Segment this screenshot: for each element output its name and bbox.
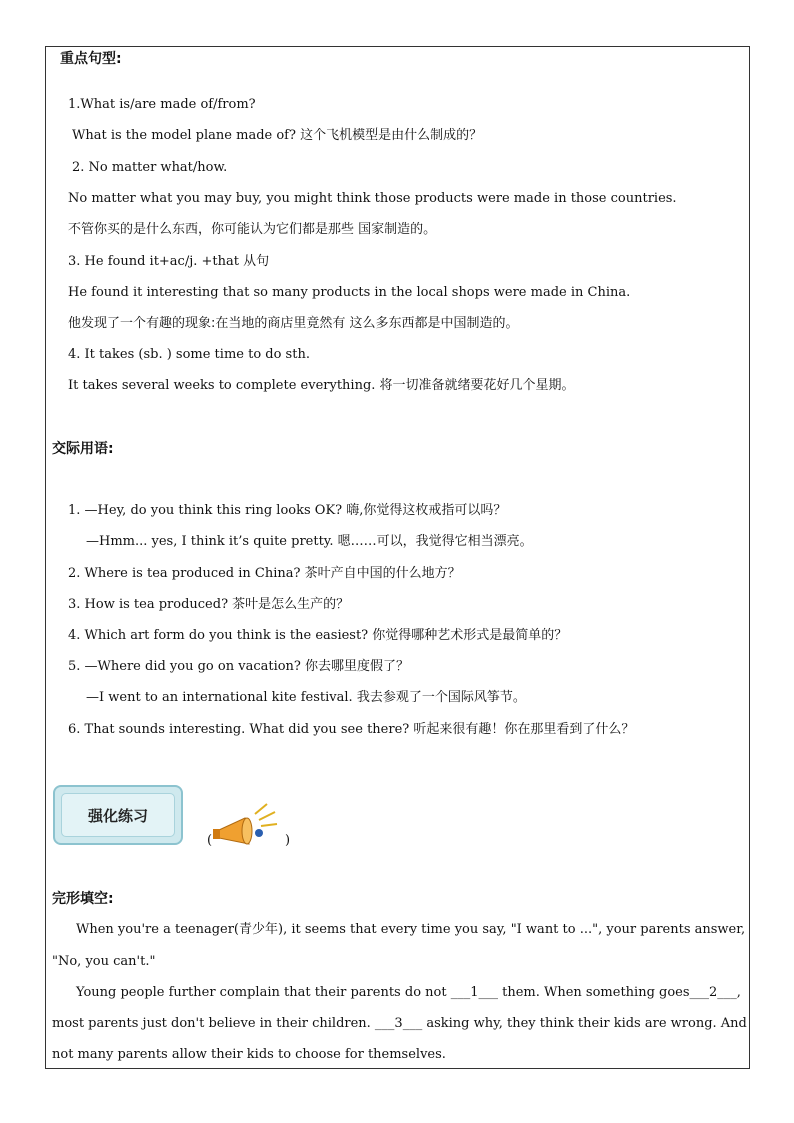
communication-line: 4. Which art form do you think is the easiest? 你觉得哪种艺术形式是最简单的？ bbox=[68, 628, 568, 643]
practice-badge bbox=[53, 785, 183, 845]
cloze-title: 完形填空: bbox=[52, 891, 114, 907]
key-sentence-line: It takes several weeks to complete everything. 将一切准备就绪要花好几个星期。 bbox=[68, 378, 575, 393]
key-sentence-line: 他发现了一个有趣的现象:在当地的商店里竟然有 这么多东西都是中国制造的。 bbox=[68, 316, 519, 331]
communication-line: 1. —Hey, do you think this ring looks OK? 嗨,你觉得这枚戒指可以吗？ bbox=[68, 503, 507, 518]
communication-line: 3. How is tea produced? 茶叶是怎么生产的？ bbox=[68, 597, 350, 612]
key-sentence-line: What is the model plane made of? 这个飞机模型是由什么制成的？ bbox=[72, 128, 483, 143]
cloze-line: Young people further complain that their parents do not ___1___ them. When something goes___2___, bbox=[76, 985, 741, 1000]
key-sentence-line: 4. It takes (sb. ) some time to do sth. bbox=[68, 347, 310, 362]
key-sentences-title: 重点句型: bbox=[60, 51, 122, 67]
communication-line: —I went to an international kite festival. 我去参观了一个国际风筝节。 bbox=[86, 690, 526, 705]
communication-line: 5. —Where did you go on vacation? 你去哪里度假了？ bbox=[68, 659, 410, 674]
key-sentence-line: 3. He found it+ac/j. +that 从句 bbox=[68, 254, 270, 269]
communication-line: —Hmm... yes, I think it’s quite pretty. 嗯……可以，我觉得它相当漂亮。 bbox=[86, 534, 533, 549]
communication-line: 6. That sounds interesting. What did you see there? 听起来很有趣！你在那里看到了什么？ bbox=[68, 722, 635, 737]
key-sentence-line: No matter what you may buy, you might think those products were made in those countries. bbox=[68, 191, 677, 206]
cloze-line: not many parents allow their kids to choose for themselves. bbox=[52, 1047, 446, 1062]
communication-line: 2. Where is tea produced in China? 茶叶产自中国的什么地方？ bbox=[68, 566, 461, 581]
practice-badge-label: 强化练习 bbox=[61, 793, 175, 837]
cloze-line: most parents just don't believe in their children. ___3___ asking why, they think their kids are wrong. And bbox=[52, 1016, 747, 1031]
key-sentence-line: 2. No matter what/how. bbox=[72, 160, 228, 175]
svg-text:): ) bbox=[285, 833, 291, 848]
communication-title: 交际用语: bbox=[52, 441, 114, 457]
svg-text:(: ( bbox=[207, 833, 213, 848]
speaker-megaphone-icon bbox=[205, 800, 295, 850]
key-sentence-line: 不管你买的是什么东西，你可能认为它们都是那些 国家制造的。 bbox=[68, 222, 437, 237]
cloze-line: When you're a teenager(青少年), it seems that every time you say, "I want to ...", your parents answer, bbox=[76, 922, 746, 937]
key-sentence-line: 1.What is/are made of/from? bbox=[68, 97, 256, 112]
cloze-line: "No, you can't." bbox=[52, 954, 156, 969]
key-sentence-line: He found it interesting that so many products in the local shops were made in China. bbox=[68, 285, 631, 300]
